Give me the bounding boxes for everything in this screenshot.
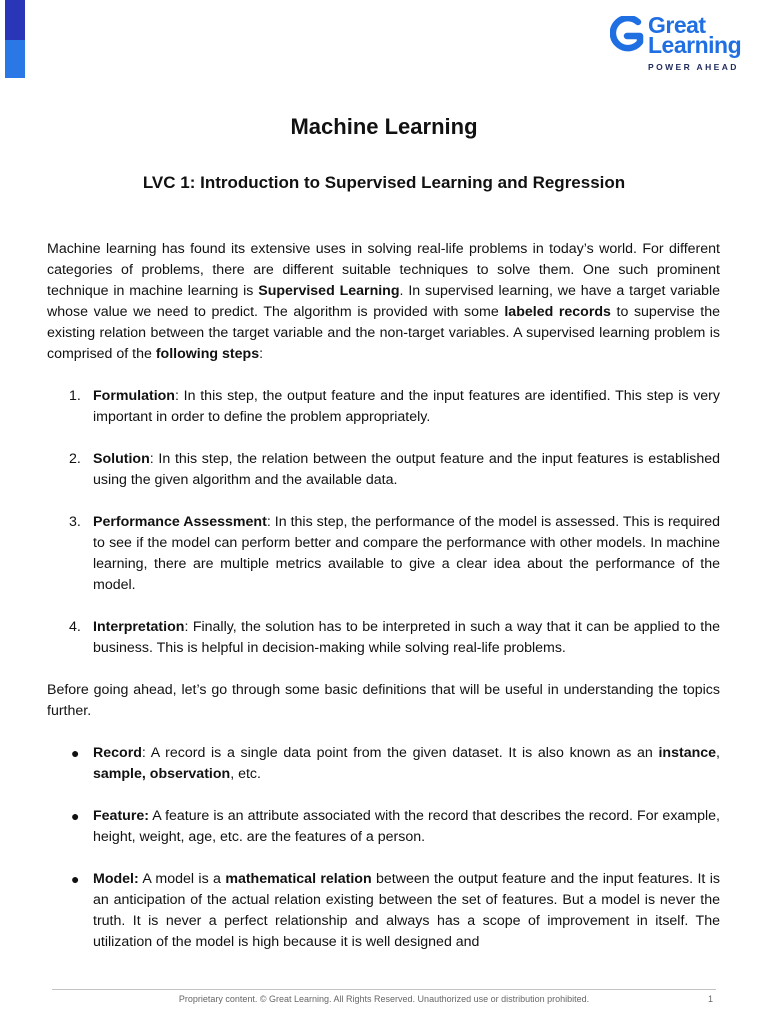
step-term: Performance Assessment bbox=[93, 514, 267, 530]
definition-bold: mathematical relation bbox=[225, 871, 372, 887]
intro-text: to supervise the existing relation between the target variable and the non-target variables. A supervised learning problem is comprised of the bbox=[47, 304, 720, 362]
page-title: Machine Learning bbox=[290, 114, 478, 139]
accent-bar-top bbox=[5, 0, 25, 40]
definition-term: Record bbox=[93, 745, 142, 761]
document-body bbox=[47, 239, 720, 974]
bullet-icon: ● bbox=[71, 745, 80, 761]
step-text: : Finally, the solution has to be interpreted in such a way that it can be applied to the business. This is helpful in decision-making while solving real-life problems. bbox=[93, 619, 720, 656]
page-subtitle: LVC 1: Introduction to Supervised Learning and Regression bbox=[142, 173, 626, 192]
step-item bbox=[47, 449, 720, 491]
intro-bold: Supervised Learning bbox=[258, 283, 400, 299]
steps-list bbox=[47, 386, 720, 659]
step-term: Interpretation bbox=[93, 619, 185, 635]
logo-text-line1: Great bbox=[648, 12, 706, 38]
bullet-icon: ● bbox=[71, 871, 80, 887]
step-item bbox=[47, 386, 720, 428]
footer-divider bbox=[52, 989, 716, 990]
definition-bold: sample, observation bbox=[93, 766, 231, 782]
intro-text: : bbox=[259, 346, 264, 362]
step-text: : In this step, the output feature and the input features are identified. This step is very important in order to define the problem appropriately. bbox=[93, 388, 720, 425]
step-number: 2. bbox=[69, 451, 81, 467]
great-learning-logo bbox=[610, 12, 750, 74]
footer-copyright: Proprietary content. © Great Learning. All Rights Reserved. Unauthorized use or distribution prohibited. bbox=[178, 994, 590, 1004]
step-term: Formulation bbox=[93, 388, 175, 404]
step-term: Solution bbox=[93, 451, 150, 467]
definition-text: : A record is a single data point from the given dataset. It is also known as an bbox=[141, 745, 659, 761]
definition-text: A feature is an attribute associated with the record that describes the record. For example, height, weight, age, etc. are the features of a person. bbox=[93, 808, 720, 845]
definition-text: , bbox=[716, 745, 720, 761]
page-number: 1 bbox=[708, 994, 714, 1004]
accent-bar-bottom bbox=[5, 40, 25, 78]
definition-term: Model: bbox=[93, 871, 139, 887]
definitions-list bbox=[47, 743, 720, 953]
intro-text: . In supervised learning, we have a target variable whose value we need to predict. The algorithm is provided with some bbox=[47, 283, 720, 320]
intro-paragraph bbox=[47, 239, 720, 365]
step-item bbox=[47, 512, 720, 596]
intro-bold: following steps bbox=[155, 346, 260, 362]
step-number: 4. bbox=[69, 619, 81, 635]
definition-term: Feature: bbox=[93, 808, 149, 824]
definition-item bbox=[47, 806, 720, 848]
intro-text: Machine learning has found its extensive uses in solving real-life problems in today’s world. For different categories of problems, there are different suitable techniques to solve them. One such prominent technique in machine learning is bbox=[47, 241, 720, 299]
step-number: 3. bbox=[69, 514, 81, 530]
step-number: 1. bbox=[69, 388, 81, 404]
step-item bbox=[47, 617, 720, 659]
bullet-icon: ● bbox=[71, 808, 80, 824]
step-text: : In this step, the performance of the model is assessed. This is required to see if the model can perform better and compare the performance with other models. In machine learning, there are multiple metrics available to give a clear idea about the performance of the model. bbox=[93, 514, 720, 593]
g-logo-icon bbox=[610, 16, 644, 56]
definition-text: A model is a bbox=[138, 871, 226, 887]
logo-text-line2: Learning bbox=[648, 32, 742, 58]
definition-bold: instance bbox=[658, 745, 717, 761]
definition-item bbox=[47, 869, 720, 953]
definition-item bbox=[47, 743, 720, 785]
definition-text: between the output feature and the input features. It is an anticipation of the actual relation existing between the set of features. But a model is never the truth. It is never a perfect relationship and always has a scope of improvement in itself. The utilization of the model is high because it is well designed and bbox=[93, 871, 720, 950]
definitions-intro: Before going ahead, let’s go through some basic definitions that will be useful in understanding the topics further. bbox=[47, 682, 720, 719]
logo-tagline: POWER AHEAD bbox=[648, 62, 739, 72]
intro-bold: labeled records bbox=[504, 304, 611, 320]
definition-text: , etc. bbox=[230, 766, 261, 782]
step-text: : In this step, the relation between the output feature and the input features is established using the given algorithm and the available data. bbox=[93, 451, 720, 488]
